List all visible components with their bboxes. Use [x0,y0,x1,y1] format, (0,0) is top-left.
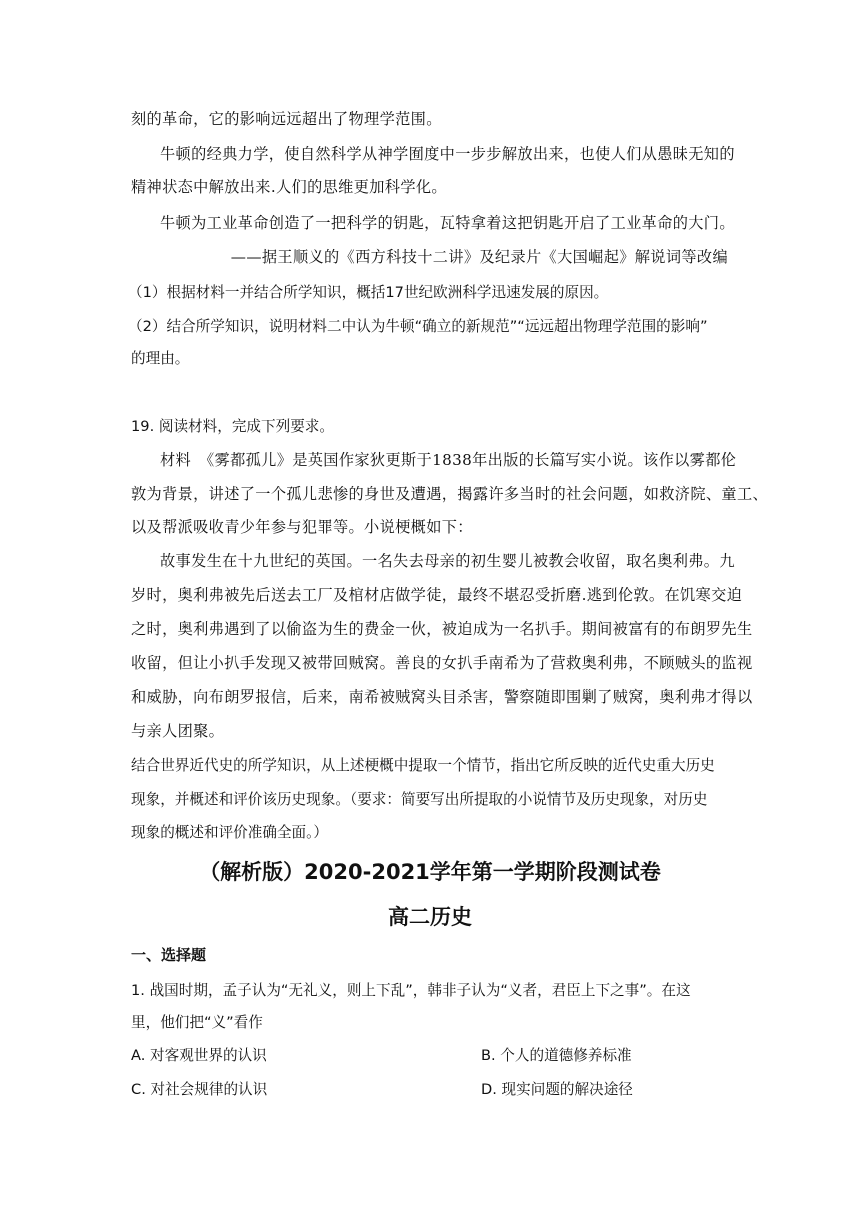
question-task: 的理由。 [131,350,190,367]
question-task: （1）根据材料一并结合所学知识，概括17世纪欧洲科学迅速发展的原因。 [128,284,609,301]
material-line: 材料 《雾都孤儿》是英国作家狄更斯于1838年出版的长篇写实小说。该作以雾都伦 [160,451,737,469]
document-subtitle: 高二历史 [388,905,472,929]
material-line: 与亲人团聚。 [131,722,225,740]
option-text: 对社会规律的认识 [150,1081,268,1098]
option-text: 对客观世界的认识 [150,1047,267,1064]
material-line: 故事发生在十九世纪的英国。一名失去母亲的初生婴儿被教会收留，取名奥利弗。九 [160,552,735,570]
material-line: 之时，奥利弗遇到了以偷盗为生的费金一伙，被迫成为一名扒手。期间被富有的布朗罗先生 [131,620,753,638]
material-line: 精神状态中解放出来.人们的思维更加科学化。 [131,178,447,196]
option-letter: C. [131,1081,146,1098]
option-a [131,1043,267,1069]
question-stem: 19. 阅读材料，完成下列要求。 [131,418,334,435]
material-line: 牛顿的经典力学，使自然科学从神学囿度中一步步解放出来，也使人们从愚昧无知的 [160,145,735,163]
question-stem: 1. 战国时期，孟子认为“无礼义，则上下乱”，韩非子认为“义者，君臣上下之事”。在这 [131,982,691,999]
question-task: 现象，并概述和评价该历史现象。（要求：简要写出所提取的小说情节及历史现象，对历史 [131,791,708,808]
option-text: 个人的道德修养标准 [500,1047,632,1064]
section-heading: 一、选择题 [131,946,207,964]
option-letter: D. [481,1081,497,1098]
question-stem: 里，他们把“义”看作 [131,1014,263,1031]
material-line: 牛顿为工业革命创造了一把科学的钥匙，瓦特拿着这把钥匙开启了工业革命的大门。 [160,214,735,232]
question-task: （2）结合所学知识，说明材料二中认为牛顿“确立的新规范”“远远超出物理学范围的影响” [128,318,708,335]
material-line: 刻的革命，它的影响远远超出了物理学范围。 [131,110,442,128]
option-b [481,1043,632,1069]
option-d [481,1077,633,1103]
material-line: 敦为背景，讲述了一个孤儿悲惨的身世及遭遇，揭露许多当时的社会问题，如救济院、童工、 [131,485,769,503]
option-c [131,1077,267,1103]
option-letter: B. [481,1047,496,1064]
material-line: 收留，但让小扒手发现又被带回贼窝。善良的女扒手南希为了营救奥利弗，不顾贼头的监视 [131,654,753,672]
material-source: ——据王顺义的《西方科技十二讲》及纪录片《大国崛起》解说词等改编 [230,248,728,266]
question-task: 现象的概述和评价准确全面。） [131,824,329,841]
material-line: 和威胁，向布朗罗报信，后来，南希被贼窝头目杀害，警察随即围剿了贼窝，奥利弗才得以 [131,688,753,706]
option-letter: A. [131,1047,146,1064]
material-line: 岁时，奥利弗被先后送去工厂及棺材店做学徒，最终不堪忍受折磨.逃到伦敦。在饥寒交迫 [131,586,743,604]
question-task: 结合世界近代史的所学知识，从上述梗概中提取一个情节，指出它所反映的近代史重大历史 [131,757,715,774]
material-line: 以及帮派吸收青少年参与犯罪等。小说梗概如下： [131,518,473,536]
option-text: 现实问题的解决途径 [501,1081,633,1098]
document-title: （解析版）2020-2021学年第一学期阶段测试卷 [199,860,661,884]
